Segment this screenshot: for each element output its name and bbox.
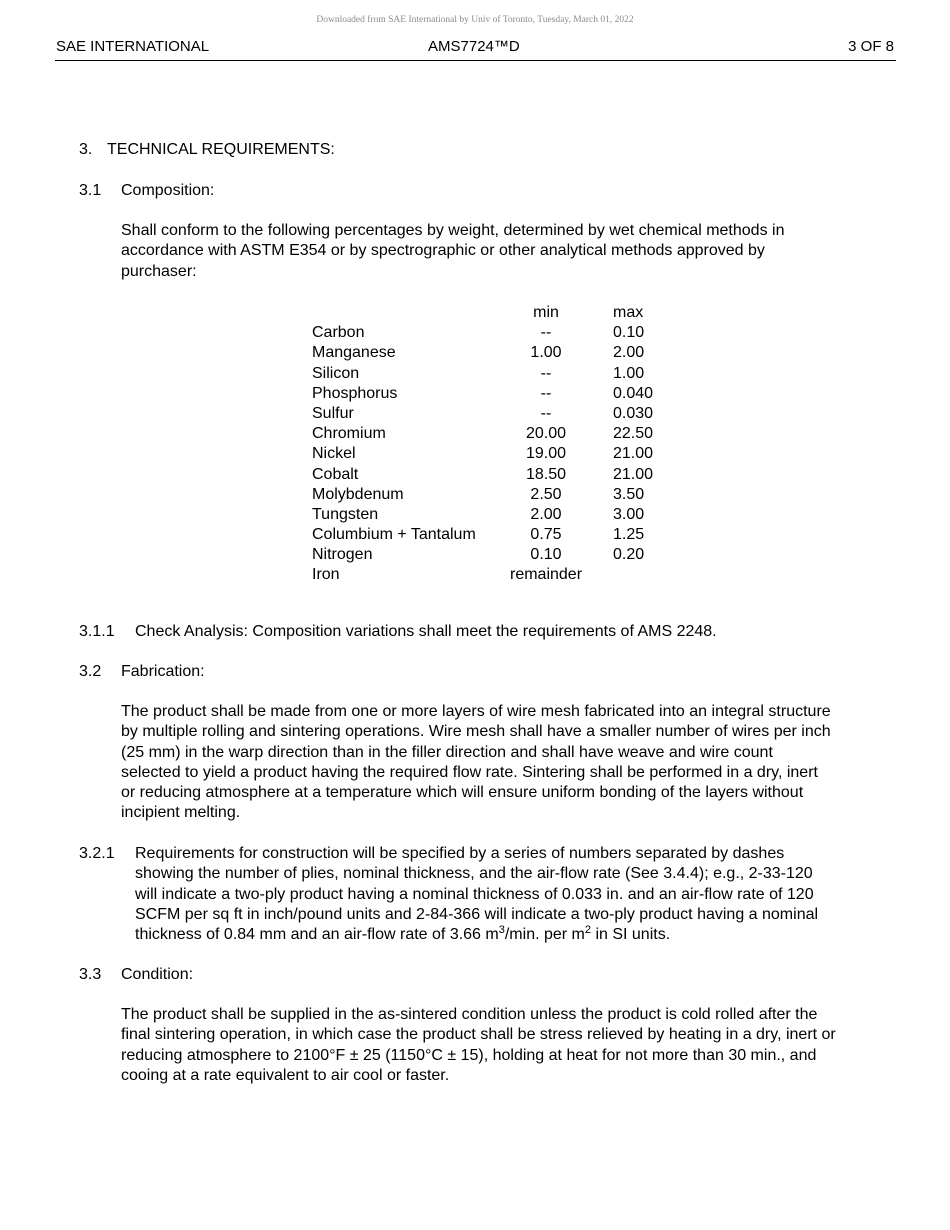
min-column-header: min	[533, 304, 559, 321]
section-3-1-1-number: 3.1.1	[79, 623, 115, 640]
max-value: 0.20	[613, 546, 645, 564]
element-name: Tungsten	[312, 505, 379, 523]
element-name: Sulfur	[312, 404, 354, 422]
paragraph-line	[135, 925, 818, 945]
paragraph-line: showing the number of plies, nominal thickness, and the air-flow rate (See 3.4.4); e.g., 2-33-120	[135, 865, 813, 883]
header-org: SAE INTERNATIONAL	[56, 38, 210, 55]
paragraph-line: The product shall be made from one or more layers of wire mesh fabricated into an integral structure	[121, 703, 831, 720]
min-value: --	[540, 324, 552, 342]
min-value: 19.00	[525, 445, 567, 463]
element-name: Phosphorus	[312, 384, 398, 402]
header-rule	[55, 60, 896, 61]
section-3-title: TECHNICAL REQUIREMENTS:	[107, 141, 335, 158]
max-value: 2.00	[613, 344, 645, 362]
min-value: 0.75	[530, 526, 562, 544]
section-3-1-paragraph	[121, 221, 784, 282]
header-page-number: 3 OF 8	[848, 38, 894, 55]
paragraph-line: final sintering operation, in which case the product shall be stress relieved by heating in a dry, inert or	[121, 1026, 836, 1044]
min-value: 0.10	[530, 546, 562, 564]
paragraph-line: reducing atmosphere to 2100°F ± 25 (1150°C ± 15), holding at heat for not more than 30 min., and	[121, 1046, 817, 1064]
max-column-header: max	[613, 304, 644, 321]
superscript-2: 2	[584, 924, 591, 937]
line-fragment: thickness of 0.84 mm and an air-flow rate of 3.66 m	[135, 926, 499, 944]
min-value: --	[540, 384, 552, 402]
line-fragment: /min. per m	[504, 926, 585, 944]
section-3-2-number: 3.2	[79, 663, 102, 680]
paragraph-line: purchaser:	[121, 262, 197, 280]
max-value: 0.10	[613, 324, 645, 342]
min-value: 1.00	[530, 344, 562, 362]
section-3-2-1-paragraph	[135, 844, 818, 945]
max-value: 0.030	[613, 404, 654, 422]
max-value: 3.50	[613, 485, 645, 503]
section-3-3-title: Condition:	[121, 966, 194, 983]
max-value: 21.00	[613, 445, 654, 463]
element-name: Manganese	[312, 344, 396, 362]
max-value: 1.25	[613, 526, 645, 544]
section-3-1-number: 3.1	[79, 182, 102, 199]
min-value: 2.50	[530, 485, 562, 503]
paragraph-line: cooing at a rate equivalent to air cool or faster.	[121, 1066, 450, 1084]
section-3-3-paragraph	[121, 1005, 836, 1086]
min-value: --	[540, 404, 552, 422]
element-name: Nitrogen	[312, 546, 373, 564]
max-value: 3.00	[613, 505, 645, 523]
superscript-3: 3	[498, 924, 505, 937]
line-fragment: in SI units.	[591, 926, 671, 944]
max-value: 0.040	[613, 384, 654, 402]
section-3-number: 3.	[79, 141, 93, 158]
min-value: 20.00	[525, 425, 567, 443]
section-3-1-1-text: Check Analysis: Composition variations shall meet the requirements of AMS 2248.	[135, 623, 717, 640]
max-value: 21.00	[613, 465, 654, 483]
element-name: Cobalt	[312, 465, 359, 483]
paragraph-line: Shall conform to the following percentages by weight, determined by wet chemical methods in	[121, 222, 785, 239]
paragraph-line: by multiple rolling and sintering operations. Wire mesh shall have a smaller number of wires per inch	[121, 723, 831, 741]
section-3-2-1-number: 3.2.1	[79, 845, 115, 862]
min-value: 18.50	[525, 465, 567, 483]
element-name: Nickel	[312, 445, 356, 463]
paragraph-line: selected to yield a product having the required flow rate. Sintering shall be performed in a dry, inert	[121, 763, 818, 781]
element-name: Carbon	[312, 324, 365, 342]
paragraph-line: will indicate a two-ply product having a nominal thickness of 0.033 in. and an air-flow rate of 120	[135, 885, 814, 903]
download-watermark: Downloaded from SAE International by Univ of Toronto, Tuesday, March 01, 2022	[316, 15, 634, 25]
section-3-3-number: 3.3	[79, 966, 102, 983]
min-value: --	[540, 364, 552, 382]
paragraph-line: incipient melting.	[121, 804, 241, 822]
section-3-1-title: Composition:	[121, 182, 215, 199]
paragraph-line: (25 mm) in the warp direction than in the filler direction and shall have weave and wire count	[121, 743, 773, 761]
element-name: Silicon	[312, 364, 360, 382]
section-3-2-paragraph	[121, 702, 831, 824]
element-name: Molybdenum	[312, 485, 404, 503]
paragraph-line: The product shall be supplied in the as-sintered condition unless the product is cold rolled after the	[121, 1006, 818, 1023]
header-doc-id: AMS7724™D	[428, 38, 520, 55]
element-name: Iron	[312, 566, 340, 584]
min-value: 2.00	[530, 505, 562, 523]
max-value: 22.50	[613, 425, 654, 443]
element-name: Columbium + Tantalum	[312, 526, 476, 544]
paragraph-line: Requirements for construction will be specified by a series of numbers separated by dashes	[135, 845, 785, 862]
paragraph-line: SCFM per sq ft in inch/pound units and 2-84-366 will indicate a two-ply product having a nominal	[135, 905, 819, 923]
max-value: 1.00	[613, 364, 645, 382]
paragraph-line: accordance with ASTM E354 or by spectrographic or other analytical methods approved by	[121, 242, 765, 260]
min-value: remainder	[509, 566, 583, 584]
section-3-2-title: Fabrication:	[121, 663, 205, 680]
element-name: Chromium	[312, 425, 386, 443]
paragraph-line: or reducing atmosphere at a temperature which will ensure uniform bonding of the layers without	[121, 784, 804, 802]
